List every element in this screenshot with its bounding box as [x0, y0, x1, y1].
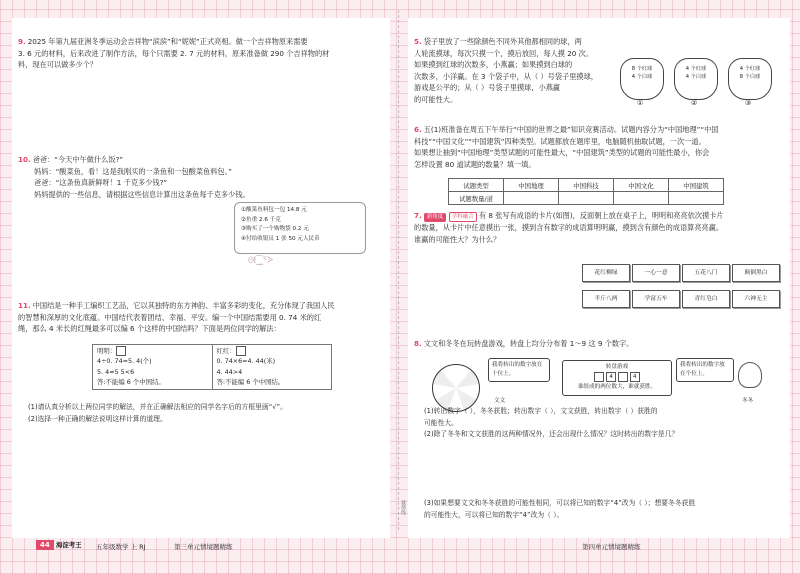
ming-step: 5. 4≈5 5<6: [97, 367, 135, 376]
q6-line-4: 怎样设置 80 道试题的数量？填一填。: [414, 159, 536, 169]
q7-line-1: 有 8 张写有成语的卡片(如图)，反面朝上放在桌子上，明明和亮亮依次摸卡片: [478, 211, 724, 220]
bag-3-red: 4 个红球: [739, 66, 761, 72]
wen-speech-bubble: 我将转出的数字放在十位上。: [488, 358, 550, 382]
bag-1-label: ①: [637, 99, 644, 107]
q5-line-6: 的可能性大。: [414, 94, 458, 104]
table-row-label: 试题数量/道: [449, 192, 504, 205]
q10-line-1: 爸爸：“今天中午做什么饭?”: [32, 155, 124, 164]
known-digit: 4: [606, 372, 616, 382]
game-rule: 谁组成的两位数大，谁就获胜。: [577, 383, 657, 390]
q8-sub-3b: 的可能性大，可以将已知的数字“4”改为（ ）。: [424, 510, 564, 519]
answer-cell[interactable]: [504, 192, 559, 205]
hong-label: 红红：: [216, 347, 236, 355]
bag-1: [620, 58, 664, 107]
ming-label: 明明：: [97, 347, 117, 355]
hong-solution: [212, 345, 332, 390]
bag-2: [674, 58, 718, 107]
q9-line-3: 料，现在可以做多少个？: [18, 60, 98, 70]
q6-line-3: 如果想让抽到“中国地理”类型试题的可能性最大，“中国建筑”类型的试题的可能性最小，你会: [414, 148, 710, 158]
bag-3: [728, 58, 772, 107]
grade-label: 五年级数学 上 RJ: [96, 543, 146, 551]
ball-bags-figure: [620, 56, 778, 108]
table-header: 中国科技: [559, 179, 614, 192]
game-board: [562, 360, 672, 396]
table-header: 中国建筑: [669, 179, 724, 192]
note-item: ②鱼重 2.6 千克: [241, 216, 281, 223]
q5-line-3: 如果摸到红球的次数多，小燕赢；如果摸到白球的: [414, 60, 573, 70]
brand-name: 海淀考王: [56, 541, 82, 549]
question-number: 11.: [18, 301, 31, 310]
subject-tag: 学科融合: [449, 212, 477, 222]
known-digit: 4: [630, 372, 640, 382]
question-11: [18, 300, 378, 335]
game-title: 转盘游戏: [605, 364, 629, 370]
question-6: [414, 124, 786, 170]
left-page: [12, 18, 390, 538]
bag-1-white: 4 个白球: [631, 74, 653, 80]
q5-line-2: 人轮流摸球，每次只摸一个，摸后放回，每人摸 20 次。: [414, 48, 594, 58]
dong-speech-bubble: 我将转出的数字放在个位上。: [676, 358, 734, 382]
table-header: 中国文化: [614, 179, 669, 192]
question-number: 6.: [414, 125, 422, 134]
question-5: 5. 袋子里放了一些除颜色不同外其他都相同的球，两 人轮流摸球，每次只摸一个，摸后放回，每人摸 20 次。 如果摸到红球的次数多，小燕赢；如果摸到白球的 次数多，小洋赢。在 3 个袋子中，从（ ）号袋子里摸球， 游戏是公平的；从（ ）号袋子里摸球，小燕赢 的可能性大。: [414, 37, 598, 104]
right-unit-title: 第四单元情境题精练: [582, 543, 641, 551]
note-item: ③购买了一个购物袋 0.2 元: [241, 226, 309, 233]
table-header: 中国地理: [504, 179, 559, 192]
q8-sub-3a: (3)如果想要文文和冬冬获胜的可能性相同，可以将已知的数字“4”改为（ ）；想要冬冬获胜: [424, 499, 696, 507]
idiom-card: 青红皂白: [682, 290, 730, 308]
q11-line-1: 中国结是一种手工编织工艺品，它以其独特的东方神韵、丰富多彩的变化，充分体现了我国人民: [32, 301, 335, 310]
idiom-card: 学富五车: [632, 290, 680, 308]
q10-line-2: 妈妈：“酸菜鱼，看！这是我刚买的一条鱼和一包酸菜鱼料包。”: [34, 166, 232, 176]
ming-answer: 答:不能编 6 个中国结。: [97, 378, 165, 387]
q6-line-2: 科技”“中国文化”“中国建筑”四种类型。试题都放在题库里，电脑随机抽取试题，一次一道。: [414, 136, 706, 146]
bag-1-red: 8 个红球: [631, 66, 653, 72]
q5-line-4b: 号袋子里摸球，: [547, 71, 598, 81]
idiom-card: 一心一意: [632, 264, 680, 282]
question-number: 7.: [414, 211, 422, 220]
q11-sub-questions: [28, 402, 378, 425]
q9-line-1: 2025 年第九届亚洲冬季运动会吉祥物“滨滨”和“妮妮”正式亮相。做一个吉祥物原来需要: [27, 37, 308, 46]
q11-line-3: 绳，那么 4 米长的红绳最多可以编 6 个这样的中国结吗？下面是两位同学的解法：: [18, 324, 281, 334]
info-note-box: [234, 202, 366, 254]
q9-line-2: 3. 6 元的材料，后来改进了制作方法，每个只需要 2. 7 元的材料，原来准备做 290 个吉祥物的材: [18, 48, 330, 58]
question-7: [414, 210, 786, 245]
question-number: 10.: [18, 155, 31, 164]
note-item: ①酸菜鱼料包一包 14.8 元: [241, 207, 307, 213]
q8-sub-2: (2)除了冬冬和文文获胜的这两种情况外，还会出现什么情况？这时转出的数字是几？: [424, 430, 679, 439]
q6-line-1: 五(1)班准备在周五下午举行“中国的世界之最”知识竞赛活动。试题内容分为“中国地理”“中国: [423, 125, 719, 134]
question-10: [18, 154, 378, 200]
q11-sub-2: (2)选择一种正确的解法说明这样计算的道理。: [28, 414, 167, 423]
wen-label: 文文: [494, 398, 506, 404]
question-count-table: [448, 178, 724, 205]
question-number: 8.: [414, 339, 422, 348]
bunny-illustration: ᘛ⁐̤ᕐᐷ: [248, 256, 274, 266]
idiom-card: 半斤八两: [582, 290, 630, 308]
answer-cell[interactable]: [614, 192, 669, 205]
q8-line: 文文和冬冬在玩转盘游戏，转盘上均分分布着 1～9 这 9 个数字。: [423, 339, 634, 348]
q11-line-2: 的智慧和深厚的文化底蕴。中国结代表着团结、幸福、平安。编一个中国结需要用 0. 74 米的红: [18, 312, 322, 322]
idiom-card: 颠倒黑白: [732, 264, 780, 282]
dong-box-a[interactable]: [618, 372, 628, 382]
hong-check-box[interactable]: [236, 346, 246, 356]
q8-sub-questions: [424, 406, 786, 441]
q5-line-4: 次数多，小洋赢。在 3 个袋子中，: [414, 71, 524, 81]
page-divider: [398, 10, 399, 530]
question-8: [414, 338, 786, 350]
question-9: [18, 36, 378, 71]
hong-answer: 答:不能编 6 个中国结。: [216, 378, 285, 387]
cut-line-label: 裁剪线: [400, 500, 406, 515]
idiom-card: 五花八门: [682, 264, 730, 282]
solutions-table: [92, 344, 332, 390]
new-angle-tag: 新角度: [424, 213, 447, 222]
q8-sub-1: (1)转出数字（ ），冬冬获胜；转出数字（ ），文文获胜，转出数字（ ）获胜的: [424, 407, 658, 415]
dong-avatar: [738, 362, 762, 388]
q5-line-1: 袋子里放了一些除颜色不同外其他都相同的球，两: [423, 37, 582, 46]
bag-2-red: 4 个红球: [685, 66, 707, 72]
table-header: 试题类型: [449, 179, 504, 192]
question-number: 9.: [18, 37, 26, 46]
q7-line-2: 的数量，从卡片中任意摸出一张，摸到含有数字的成语算明明赢，摸到含有颜色的成语算亮亮赢。: [414, 223, 724, 232]
note-item: ④付给收银员 1 张 50 元人民币: [241, 235, 320, 242]
q10-line-3: 爸爸：“这条鱼真新鲜呀！1 千克多少钱?”: [34, 178, 168, 188]
q5-line-5: 游戏是公平的；从: [414, 83, 472, 93]
spinner-wheel: [432, 364, 480, 412]
bag-2-label: ②: [691, 99, 698, 107]
bag-3-label: ③: [745, 99, 752, 107]
question-number: 5.: [414, 37, 422, 46]
digit-boxes: [566, 372, 668, 383]
idiom-card: 花红柳绿: [582, 264, 630, 282]
q8-sub-1b: 可能性大。: [424, 418, 458, 427]
ming-solution: [93, 345, 213, 390]
ming-check-box[interactable]: [116, 346, 126, 356]
dong-label: 冬冬: [742, 398, 754, 404]
answer-cell[interactable]: [669, 192, 724, 205]
idiom-card: 六神无主: [732, 290, 780, 308]
hong-step: 0. 74×6=4. 44(米): [216, 357, 276, 366]
q11-sub-1: (1)请认真分析以上两位同学的解法，并在正确解法相应的同学名字后的方框里画“√”。: [28, 403, 287, 411]
page-number: 44: [36, 540, 54, 550]
q5-line-5b: 号袋子里摸球，小燕赢: [488, 83, 561, 93]
q7-line-3: 谁赢的可能性大？为什么？: [414, 234, 501, 244]
q10-line-4: 妈妈提供的一些信息，请根据这些信息计算出这条鱼每千克多少钱。: [34, 189, 250, 199]
hong-step: 4. 44>4: [216, 367, 243, 376]
bag-3-white: 8 个白球: [739, 74, 761, 80]
ming-step: 4÷0. 74≈5. 4(个): [97, 357, 152, 366]
q8-sub-3: [424, 498, 786, 521]
answer-cell[interactable]: [559, 192, 614, 205]
left-unit-title: 第三单元情境题精练: [174, 543, 233, 551]
tens-box[interactable]: [594, 372, 604, 382]
bag-2-white: 4 个白球: [685, 74, 707, 80]
